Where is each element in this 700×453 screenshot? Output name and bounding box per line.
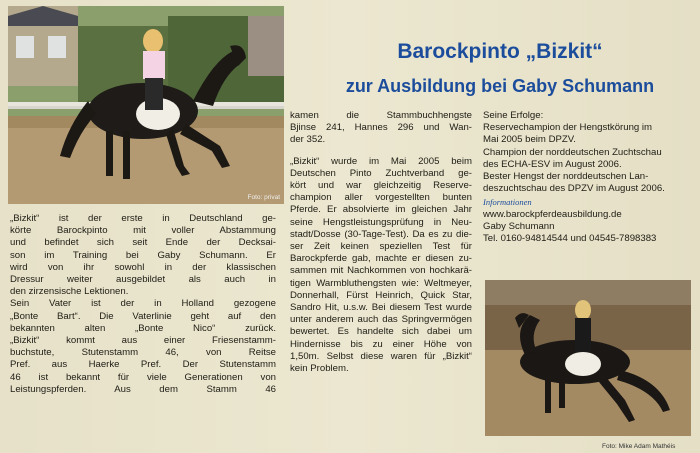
column-1 [10, 213, 276, 396]
text-line: buchstute, Stutenstamm 46, von Reitse [10, 347, 276, 359]
text-line: unter anderem auch das Springvermögen [290, 314, 472, 326]
text-line: kamen die Stammbuchhengste [290, 110, 472, 121]
text-line: Bjinse 241, Hannes 296 und Wan- [290, 122, 472, 134]
contact-name: Gaby Schumann [483, 220, 555, 232]
photo-illustration [485, 280, 691, 436]
text-line: tigen Warmbluthengsten wie: Weltmeyer, [290, 277, 472, 289]
text-line: Leistungspferden. Aus dem Stamm 46 [10, 383, 276, 395]
website-link[interactable]: www.barockpferdeausbildung.de [483, 208, 622, 220]
phone-numbers: Tel. 0160-94814544 und 04545-7898383 [483, 233, 657, 245]
text-line: stadt/Dosse (30-Tage-Test). Da es zu die- [290, 228, 472, 240]
text-line: Seine Erfolge: [483, 110, 544, 121]
text-line: Deutschen Pinto Zuchtverband ge- [290, 167, 472, 179]
text-line: Reservechampion der Hengstkörung im [483, 122, 653, 134]
text-line: „Bizkit“ kommt aus einer Friesenstamm- [10, 335, 276, 347]
text-line: Sein Vater ist der in Holland gezogene [10, 298, 276, 310]
text-line: 1,50m. Selbst diese waren für „Bizkit“ [290, 350, 472, 362]
article-subtitle: zur Ausbildung bei Gaby Schumann [345, 76, 655, 96]
text-line: „Bizkit“ ist der erste in Deutschland ge- [10, 213, 276, 224]
text-line: wird von ihr sowohl in der klassischen [10, 261, 276, 273]
text-line: bewertet. Es handelte sich dabei um [290, 326, 472, 338]
text-line: der 352. [290, 134, 326, 146]
text-line: Dressur weiter ausgebildet als auch in [10, 274, 276, 286]
photo-credit-top: Foto: privat [247, 194, 280, 201]
photo-illustration [8, 6, 284, 204]
text-line: den zirzensische Lektionen. [10, 286, 129, 298]
column-2 [290, 110, 472, 375]
text-line: Hindernisse bis zu einer Höhe von [290, 338, 472, 350]
text-line: seine Hengstleistungsprüfung in Neu- [290, 216, 472, 228]
text-line: Pferde. Er absolvierte im gleichen Jahr [290, 204, 472, 216]
text-line: champion aller vorgestellten bunten [290, 192, 472, 204]
column-3 [483, 110, 691, 245]
text-line: kört und war gleichzeitig Reserve- [290, 180, 472, 192]
photo-credit-bottom: Foto: Mike Adam Mathéis [602, 443, 676, 450]
text-line: Donnerhall, Fürst Heinrich, Quick Star, [290, 289, 472, 301]
text-line: deszuchtschau des DPZV im August 2006. [483, 183, 665, 195]
photo-horse-indoor-arena [485, 280, 691, 450]
text-line: körte Barockpinto mit voller Abstammung [10, 225, 276, 237]
article-title: Barockpinto „Bizkit“ [397, 40, 603, 63]
text-line: Barockpferde gab, machte er diesen zu- [290, 253, 472, 265]
info-heading: Informationen [483, 197, 532, 208]
text-line: des ECHA-ESV im August 2006. [483, 158, 622, 170]
text-line: Bester Hengst der norddeutschen Lan- [483, 171, 649, 183]
text-line: sammen mit Nachkommen von hochkarä- [290, 265, 472, 277]
photo-horse-riding-outdoor [8, 6, 284, 204]
text-line: Champion der norddeutschen Zuchtschau [483, 146, 662, 158]
text-line: „Bonte Bart“. Die Vaterlinie geht auf den [10, 310, 276, 322]
text-line: Sandro Hit, u.s.w. Bei diesem Test wurde [290, 302, 472, 314]
text-line: kein Problem. [290, 363, 349, 375]
text-line: son im Training bei Gaby Schumann. Er [10, 249, 276, 261]
text-line: und befindet sich seit Ende der Decksai- [10, 237, 276, 249]
text-line: bekannten alten „Bonte Nico“ zurück. [10, 322, 276, 334]
text-line: ser Zeit keinen speziellen Test für [290, 241, 472, 253]
text-line: Pref. aus Haerke Pref. Der Stutenstamm [10, 359, 276, 371]
text-line: „Bizkit“ wurde im Mai 2005 beim [290, 155, 472, 167]
text-line: 46 ist bekannt für viele Generationen von [10, 371, 276, 383]
text-line: Mai 2005 beim DPZV. [483, 134, 576, 146]
